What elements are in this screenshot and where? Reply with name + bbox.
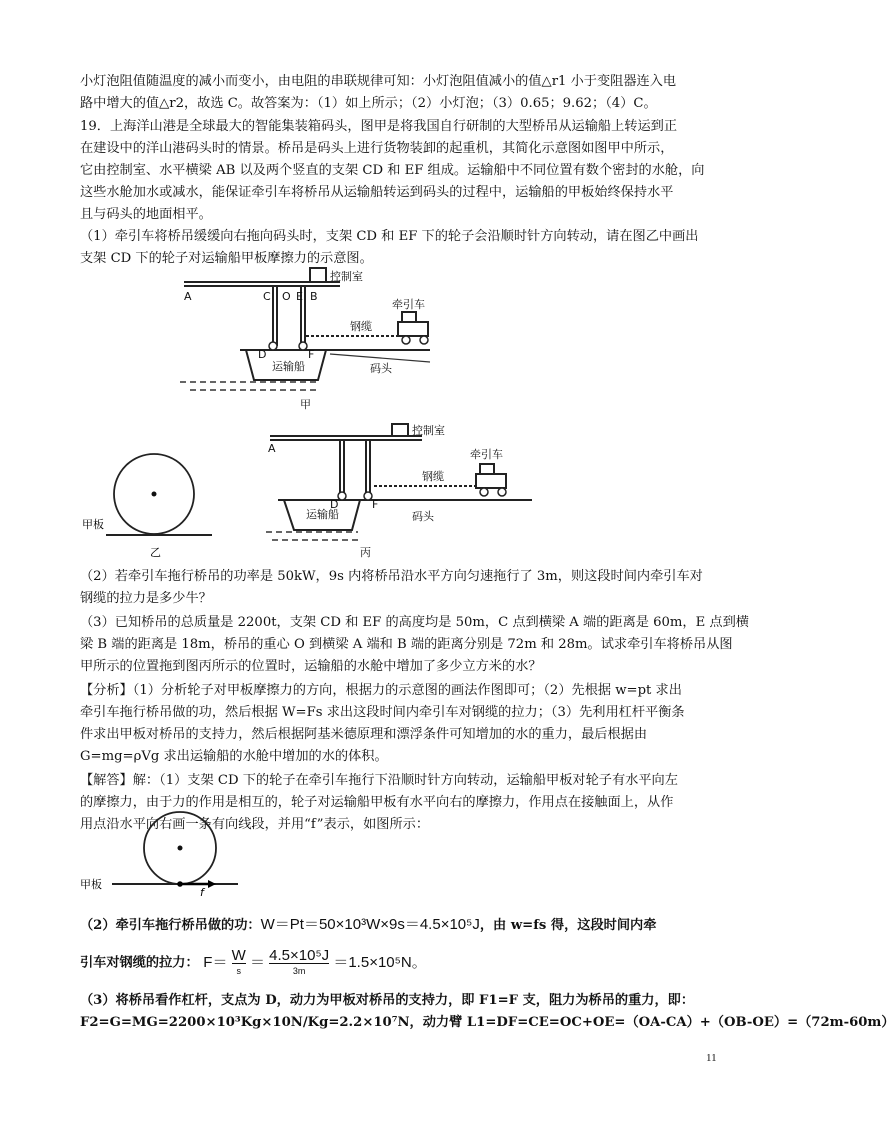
label-f: F [308,348,315,361]
label-control-room-bing: 控制室 [412,424,445,437]
label-force-f: f [200,886,204,899]
label-o: O [282,290,291,303]
fraction-w-over-s [231,946,246,978]
label-deck: 甲板 [82,518,104,531]
answer-line-1 [80,912,730,939]
label-f-bing: F [372,498,379,511]
text-line: 【分析】（1）分析轮子对甲板摩擦力的方向，根据力的示意图的画法作图即可；（2）先根据 w=pt 求出 [80,683,682,698]
text-line: （1）牵引车将桥吊缓缓向右拖向码头时，支架 CD 和 EF 下的轮子会沿顺时针方向转动，请在图乙中画出 [80,229,699,244]
formula-lhs: F＝ [203,954,228,971]
label-e: E [296,290,303,303]
text-line: 这些水舱加水或减水，能保证牵引车将桥吊从运输船转运到码头的过程中，运输船的甲板始终保持水平 [80,185,674,200]
question-19-part2 [80,566,730,610]
label-a: A [184,290,192,303]
work-formula: W＝Pt＝50×10³W×9s＝4.5×10⁵J [260,916,480,933]
part3-answer [80,990,895,1034]
text-line: 它由控制室、水平横梁 AB 以及两个竖直的支架 CD 和 EF 组成。运输船中不同位置有数个密封的水舱，向 [80,163,705,178]
fraction-value [269,946,330,978]
answer-prefix: （2）牵引车拖行桥吊做的功： [80,918,261,933]
text-line: 支架 CD 下的轮子对运输船甲板摩擦力的示意图。 [80,251,373,266]
fraction-denominator-2: 3m [292,965,306,976]
part2-answer [80,912,730,939]
fraction-numerator-2: 4.5×10⁵J [269,946,330,964]
text-line: 件求出甲板对桥吊的支持力，然后根据阿基米德原理和漂浮条件可知增加的水的重力，最后根据由 [80,727,648,742]
text-line: （3）将桥吊看作杠杆，支点为 D，动力为甲板对桥吊的支持力，即 F1=F 支，阻力为桥吊的重力，即： [80,993,695,1008]
label-control-room: 控制室 [330,270,363,283]
text-line: 用点沿水平向右画一条有向线段，并用“f”表示，如图所示： [80,817,430,832]
text-line: 牵引车拖行桥吊做的功，然后根据 W=Fs 求出这段时间内牵引车对钢缆的拉力；（3）先利用杠杆平衡条 [80,705,685,720]
fraction-numerator: W [231,946,246,964]
text-line: F2=G=MG=2200×10³Kg×10N/Kg=2.2×10⁷N，动力臂 L1=DF=CE=OC+OE=（OA-CA）+（OB-OE）=（72m-60m） [80,1015,895,1030]
label-b: B [310,290,318,303]
label-d-bing: D [330,498,339,511]
label-tractor-bing: 牵引车 [470,448,503,461]
text-line: 钢缆的拉力是多少牛？ [80,591,212,606]
answer-suffix: ，由 w=fs 得，这段时间内牵 [479,918,657,933]
figure-yi [82,440,222,560]
text-line: 在建设中的洋山港码头时的情景。桥吊是码头上进行货物装卸的起重机，其简化示意图如图甲中所示， [80,141,674,156]
caption-jia: 甲 [300,398,311,411]
label-cable: 钢缆 [350,320,372,333]
label-cable-bing: 钢缆 [422,470,444,483]
formula-equals: ＝ [249,954,265,971]
text-line: 小灯泡阻值随温度的减小而变小，由电阻的串联规律可知：小灯泡阻值减小的值△r1 小于变阻器连入电 [80,74,677,89]
figure-jia [170,262,630,422]
text-line: 19．上海洋山港是全球最大的智能集装箱码头，图甲是将我国自行研制的大型桥吊从运输船上转运到正 [80,119,678,134]
figure-bing [262,422,552,562]
text-line: （3）已知桥吊的总质量是 2200t，支架 CD 和 EF 的高度均是 50m，C 点到横梁 A 端的距离是 60m，E 点到横 [80,615,749,630]
caption-bing: 丙 [360,546,371,559]
label-ship-bing: 运输船 [306,508,339,521]
text-line: （2）若牵引车拖行桥吊的功率是 50kW，9s 内将桥吊沿水平方向匀速拖行了 3m，则这段时间内牵引车对 [80,569,703,584]
intro-paragraph [80,71,730,115]
figure-friction-answer [80,818,250,898]
text-line: 【解答】解：（1）支架 CD 下的轮子在牵引车拖行下沿顺时针方向转动，运输船甲板对轮子有水平向左 [80,773,678,788]
label-dock: 码头 [370,362,392,375]
force-formula [203,948,426,978]
question-19-part3 [80,612,749,678]
label-tractor: 牵引车 [392,298,425,311]
label-a-bing: A [268,442,276,455]
part2-answer-line2 [80,948,730,979]
text-line: G=mg=ρVg 求出运输船的水舱中增加的水的体积。 [80,749,388,764]
fraction-denominator: s [236,965,241,976]
formula-result: ＝1.5×10⁵N。 [333,954,427,971]
text-line: 梁 B 端的距离是 18m，桥吊的重心 O 到横梁 A 端和 B 端的距离分别是 72m 和 28m。试求牵引车将桥吊从图 [80,637,733,652]
text-line: 甲所示的位置拖到图丙所示的位置时，运输船的水舱中增加了多少立方米的水？ [80,659,542,674]
label-c: C [263,290,271,303]
page-number: 11 [706,1052,717,1064]
question-19-paragraph [80,116,730,226]
analysis-paragraph [80,680,730,768]
label-deck-answer: 甲板 [80,878,102,891]
answer-line2-prefix: 引车对钢缆的拉力： [80,955,199,971]
text-line: 且与码头的地面相平。 [80,207,212,222]
caption-yi: 乙 [150,546,161,559]
label-dock-bing: 码头 [412,510,434,523]
label-d: D [258,348,267,361]
text-line: 的摩擦力，由于力的作用是相互的，轮子对运输船甲板有水平向右的摩擦力，作用点在接触面上，从作 [80,795,674,810]
label-ship: 运输船 [272,360,305,373]
text-line: 路中增大的值△r2，故选 C。故答案为：（1）如上所示；（2）小灯泡；（3）0.65；9.62；（4）C。 [80,96,657,111]
